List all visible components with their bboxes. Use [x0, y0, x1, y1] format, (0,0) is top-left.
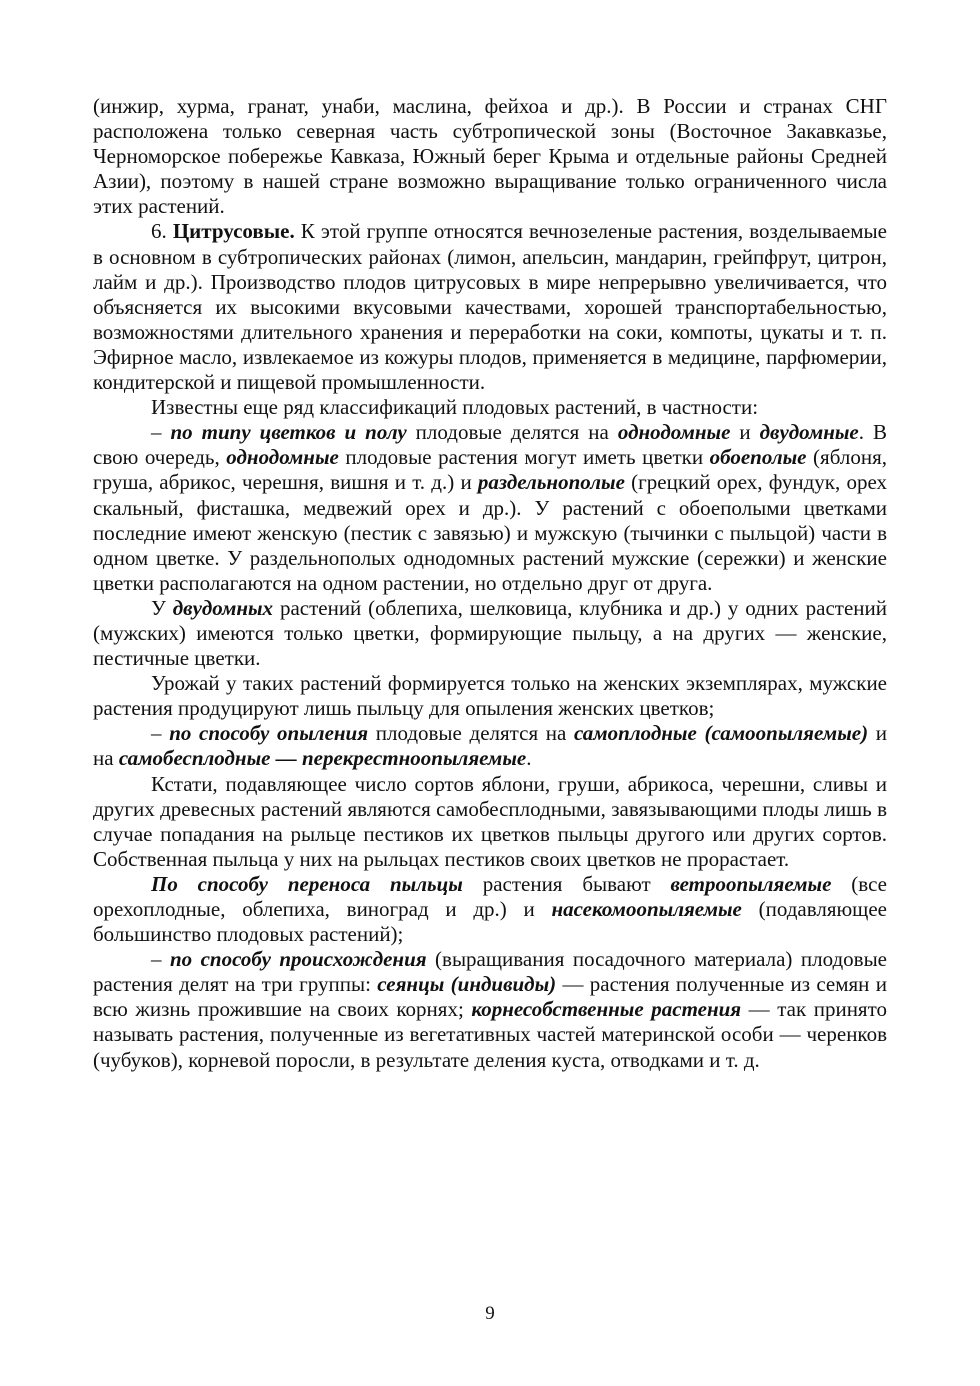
emphasis-term: сеянцы (индивиды): [377, 972, 557, 997]
body-text: [93, 94, 887, 1073]
paragraph-pollination-method: [93, 721, 887, 771]
emphasis-term: корнесобственные растения: [471, 997, 742, 1022]
paragraph-origin: [93, 947, 887, 1072]
emphasis-term: По способу переноса пыльцы: [151, 871, 463, 896]
emphasis-term: однодомные: [617, 420, 731, 445]
text-run: 6.: [151, 219, 173, 244]
text-run: –: [151, 721, 170, 746]
page-number: 9: [485, 1303, 495, 1324]
text-run: (инжир, хурма, гранат, унаби, маслина, фейхоа и др.). В России и странах СНГ расположена только северная часть субтропической зоны (Восточное Закавказье, Черноморское побережье Кавказа, Южный берег Крыма и отдельные районы Средней Азии), поэтому в нашей стране возможно выращивание только ограниченного числа этих растений.: [93, 94, 887, 219]
emphasis-term: по способу происхождения: [169, 947, 427, 972]
text-run: У: [151, 595, 173, 620]
paragraph-self-sterile: [93, 772, 887, 872]
emphasis-term: обоеполые: [709, 445, 807, 470]
text-run: — растения полученные из семян и всю жизнь прожившие на своих корнях;: [93, 972, 887, 1022]
text-run: плодовые растения могут иметь цветки: [338, 445, 710, 470]
paragraph-harvest: [93, 671, 887, 721]
text-run: и: [730, 420, 760, 445]
emphasis-term: двудомные: [759, 420, 859, 445]
text-run: — так принято называть растения, полученные из вегетативных частей материнской особи — черенков (чубуков), корневой поросли, в результате деления куста, отводками и т. д.: [93, 997, 887, 1072]
text-run: . В свою очередь,: [93, 420, 888, 470]
text-run: (подавляющее большинство плодовых растений);: [93, 897, 887, 947]
paragraph-pollen-transfer: [93, 872, 887, 947]
text-run: К этой группе относятся вечнозеленые растения, возделываемые в основном в субтропических районах (лимон, апельсин, мандарин, грейпфрут, цитрон, лайм и др.). Производство плодов цитрусовых в мире непрерывно увеличивается, что объясняется их высокими вкусовыми качествами, хорошей транспортабельностью, возможностями длительного хранения и переработки на соки, компоты, цукаты и т. п. Эфирное масло, извлекаемое из кожуры плодов, применяется в медицине, парфюмерии, кондитерской и пищевой промышленности.: [93, 219, 887, 395]
text-run: (все орехоплодные, облепиха, виноград и др.) и: [93, 871, 887, 921]
text-run: Урожай у таких растений формируется только на женских экземплярах, мужские растения продуцируют лишь пыльцу для опыления женских цветков;: [93, 671, 887, 721]
emphasis-term: по типу цветков и полу: [170, 420, 407, 445]
text-run: (яблоня, груша, абрикос, черешня, вишня и т. д.) и: [93, 445, 887, 495]
text-run: (грецкий орех, фундук, орех скальный, фисташка, медвежий орех и др.). У растений с обоеполыми цветками последние имеют женскую (пестик с завязью) и мужскую (тычинки с пыльцой) части в одном цветке. У раздельнополых однодомных растений мужские (сережки) и женские цветки располагаются на одном растении, но отдельно друг от друга.: [93, 470, 887, 595]
text-run: плодовые делятся на: [368, 721, 575, 746]
emphasis-term: ветроопыляемые: [670, 871, 832, 896]
text-run: (выращивания посадочного материала) плодовые растения делят на три группы:: [93, 947, 888, 997]
text-run: –: [151, 947, 170, 972]
paragraph-flower-type: [93, 420, 887, 596]
text-run: растения бывают: [462, 871, 671, 896]
emphasis-term: двудомных: [172, 595, 274, 620]
emphasis-term: насекомоопыляемые: [551, 897, 742, 921]
text-run: плодовые делятся на: [406, 420, 618, 445]
emphasis-term: по способу опыления: [169, 721, 369, 746]
emphasis-term: однодомные: [226, 445, 339, 470]
paragraph-dioecious: [93, 596, 887, 671]
text-run: Кстати, подавляющее число сортов яблони, груши, абрикоса, черешни, сливы и других древесных растений являются самобесплодными, завязывающими плоды лишь в случае попадания на рыльце пестиков их цветков пыльцы другого или других сортов. Собственная пыльца у них на рыльцах пестиков своих цветков не прорастает.: [93, 771, 887, 871]
paragraph-subtropical-continuation: [93, 94, 887, 219]
emphasis-term: самобесплодные — перекрестноопыляемые: [118, 746, 527, 771]
text-run: .: [526, 746, 532, 771]
paragraph-citrus: [93, 219, 887, 395]
emphasis-term: самоплодные (самоопыляемые): [574, 721, 869, 746]
paragraph-classifications-intro: [93, 395, 887, 420]
text-run: и на: [93, 721, 887, 771]
document-page: [93, 94, 887, 1073]
text-run: Известны еще ряд классификаций плодовых растений, в частности:: [151, 395, 759, 420]
text-run: растений (облепиха, шелковица, клубника и др.) у одних растений (мужских) имеются только цветки, формирующие пыльцу, а на других — женские, пестичные цветки.: [93, 595, 888, 671]
emphasis-term: раздельнополые: [477, 470, 625, 495]
text-run: –: [151, 420, 171, 445]
emphasis-term: Цитрусовые.: [172, 219, 295, 244]
